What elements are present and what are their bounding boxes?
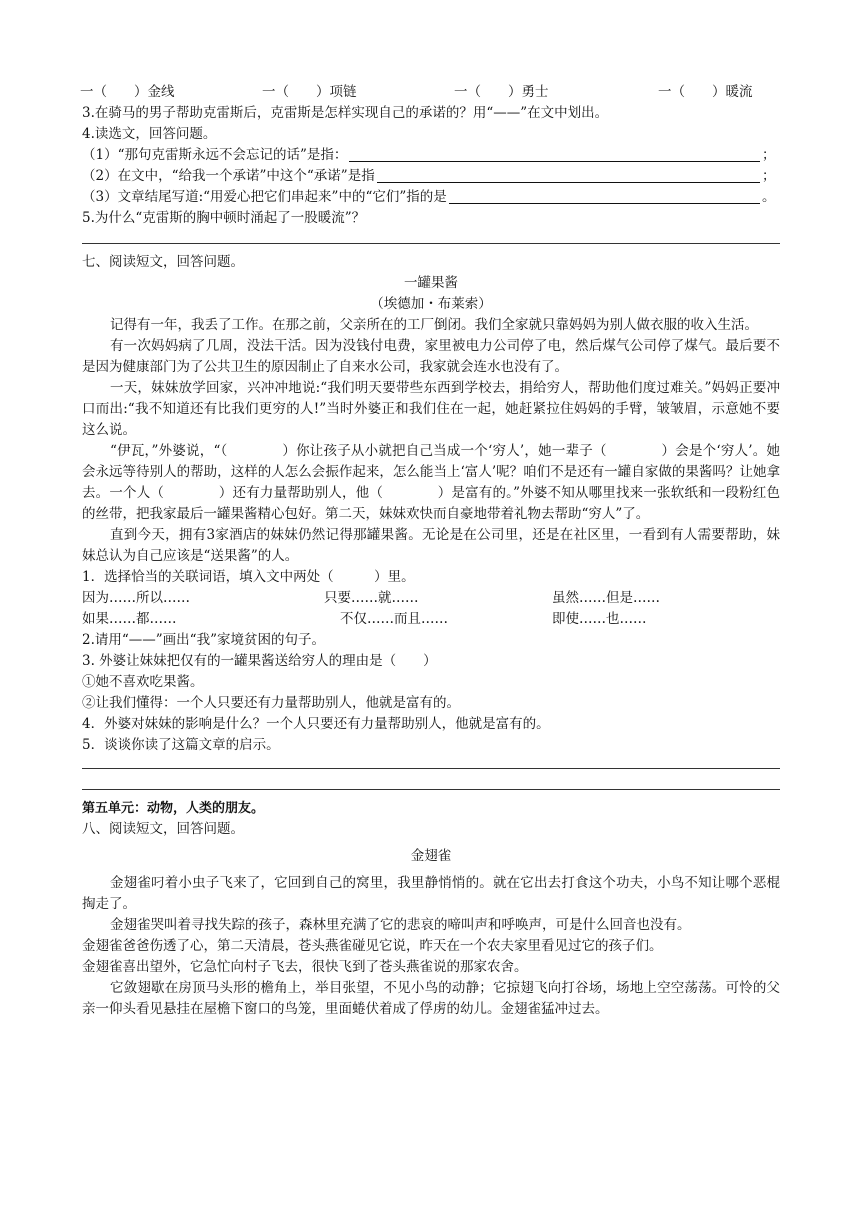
paragraph: 金翅雀喜出望外，它急忙向村子飞去，很快飞到了苍头燕雀说的那家农舍。	[82, 959, 528, 975]
answer-line[interactable]	[377, 181, 760, 183]
option[interactable]: 即使……也……	[552, 611, 647, 627]
punct: ；	[762, 168, 776, 184]
article-title: 金翅雀	[410, 848, 452, 864]
fill-item: 一（ ）暖流	[658, 84, 753, 100]
paragraph: 它敛翅歇在房顶马头形的檐角上，举目张望，不见小鸟的动静；它掠翅飞向打谷场，场地上空空荡荡。可怜的父亲一仰头看见悬挂在屋檐下窗口的鸟笼，里面蜷伏着成了俘虏的幼儿。金翅雀猛冲过去。	[82, 980, 780, 1017]
question-5: 5．谈谈你读了这篇文章的启示。	[82, 737, 280, 753]
question-4: 4.读选文，回答问题。	[82, 126, 217, 142]
fill-item: 一（ ）项链	[262, 84, 357, 100]
unit-heading: 第五单元：动物，人类的朋友。	[82, 801, 265, 816]
question-1: 1．选择恰当的关联词语，填入文中两处（ ）里。	[82, 569, 415, 585]
answer-line[interactable]	[449, 202, 760, 204]
answer-line[interactable]	[82, 243, 780, 244]
question-4-2	[82, 166, 780, 187]
question-3: 3.在骑马的男子帮助克雷斯后，克雷斯是怎样实现自己的承诺的？用“——”在文中划出。	[82, 105, 609, 121]
paragraph: 一天，妹妹放学回家，兴冲冲地说:“我们明天要带些东西到学校去，捐给穷人，帮助他们度过难关。”妈妈正要冲口而出:“我不知道还有比我们更穷的人!”当时外婆正和我们住在一起，她赶紧拉住妈妈的手臂，皱皱眉，示意她不要这么说。	[82, 380, 780, 438]
document-page	[82, 82, 780, 1020]
section-7-heading: 七、阅读短文，回答问题。	[82, 254, 244, 270]
punct: 。	[762, 189, 776, 205]
question-text: （2）在文中，“给我一个承诺”中这个“承诺”是指	[82, 168, 375, 184]
section-8-heading: 八、阅读短文，回答问题。	[82, 821, 244, 837]
answer-line[interactable]	[349, 160, 760, 162]
question-4-1	[82, 145, 780, 166]
paragraph: 直到今天，拥有3家酒店的妹妹仍然记得那罐果酱。无论是在公司里，还是在社区里，一看到有人需要帮助，妹妹总认为自己应该是“送果酱”的人。	[82, 527, 780, 564]
choice-b[interactable]: ②让我们懂得：一个人只要还有力量帮助别人，他就是富有的。	[82, 695, 460, 711]
option[interactable]: 不仅……而且……	[340, 611, 448, 627]
option[interactable]: 因为……所以……	[82, 590, 190, 606]
paragraph: 有一次妈妈病了几周，没法干活。因为没钱付电费，家里被电力公司停了电，然后煤气公司停了煤气。最后要不是因为健康部门为了公共卫生的原因制止了自来水公司，我家就会连水也没有了。	[82, 338, 780, 375]
option[interactable]: 如果……都……	[82, 611, 177, 627]
question-3: 3. 外婆让妹妹把仅有的一罐果酱送给穷人的理由是（ ）	[82, 653, 437, 669]
question-text: （3）文章结尾写道:“用爱心把它们串起来”中的“它们”指的是	[82, 189, 447, 205]
question-4-3	[82, 187, 780, 208]
paragraph: 记得有一年，我丢了工作。在那之前，父亲所在的工厂倒闭。我们全家就只靠妈妈为别人做衣服的收入生活。	[110, 317, 758, 333]
fill-item: 一（ ）勇士	[454, 84, 549, 100]
choice-a[interactable]: ①她不喜欢吃果酱。	[82, 674, 204, 690]
option[interactable]: 虽然……但是……	[552, 590, 660, 606]
options-row	[82, 609, 780, 630]
question-2: 2.请用“——”画出“我”家境贫困的句子。	[82, 632, 325, 648]
question-4: 4．外婆对妹妹的影响是什么？一个人只要还有力量帮助别人，他就是富有的。	[82, 716, 550, 732]
punct: ；	[762, 147, 776, 163]
question-5: 5.为什么“克雷斯的胸中顿时涌起了一股暖流”？	[82, 210, 366, 226]
word-fill-row	[80, 82, 780, 103]
paragraph: “伊瓦，”外婆说，“（ ）你让孩子从小就把自己当成一个‘穷人’，她一辈子（ ）会是个‘穷人’。她会永远等待别人的帮助，这样的人怎么会振作起来，怎么能当上‘富人’呢？咱们不是还有一罐自家做的果酱吗？让她拿去。一个人（ ）还有力量帮助别人，他（ ）是富有的。”外婆不知从哪里找来一张软纸和一段粉红色的丝带，把我家最后一罐果酱精心包好。第二天，妹妹欢快而自豪地带着礼物去帮助“穷人”了。	[82, 443, 780, 522]
options-row	[82, 588, 780, 609]
answer-line[interactable]	[82, 789, 780, 790]
article-author: （埃德加・布莱索）	[370, 296, 492, 312]
paragraph: 金翅雀叼着小虫子飞来了，它回到自己的窝里，我里静悄悄的。就在它出去打食这个功夫，小鸟不知让哪个恶棍掏走了。	[82, 875, 780, 912]
paragraph: 金翅雀哭叫着寻找失踪的孩子，森林里充满了它的悲哀的啼叫声和呼唤声，可是什么回音也没有。	[110, 917, 691, 933]
question-text: （1）“那句克雷斯永远不会忘记的话”是指：	[82, 147, 348, 163]
paragraph: 金翅雀爸爸伤透了心，第二天清晨，苍头燕雀碰见它说，昨天在一个农夫家里看见过它的孩子们。	[82, 938, 663, 954]
answer-line[interactable]	[82, 768, 780, 769]
fill-item: 一（ ）金线	[80, 84, 175, 100]
article-title: 一罐果酱	[404, 275, 458, 291]
option[interactable]: 只要……就……	[324, 590, 419, 606]
